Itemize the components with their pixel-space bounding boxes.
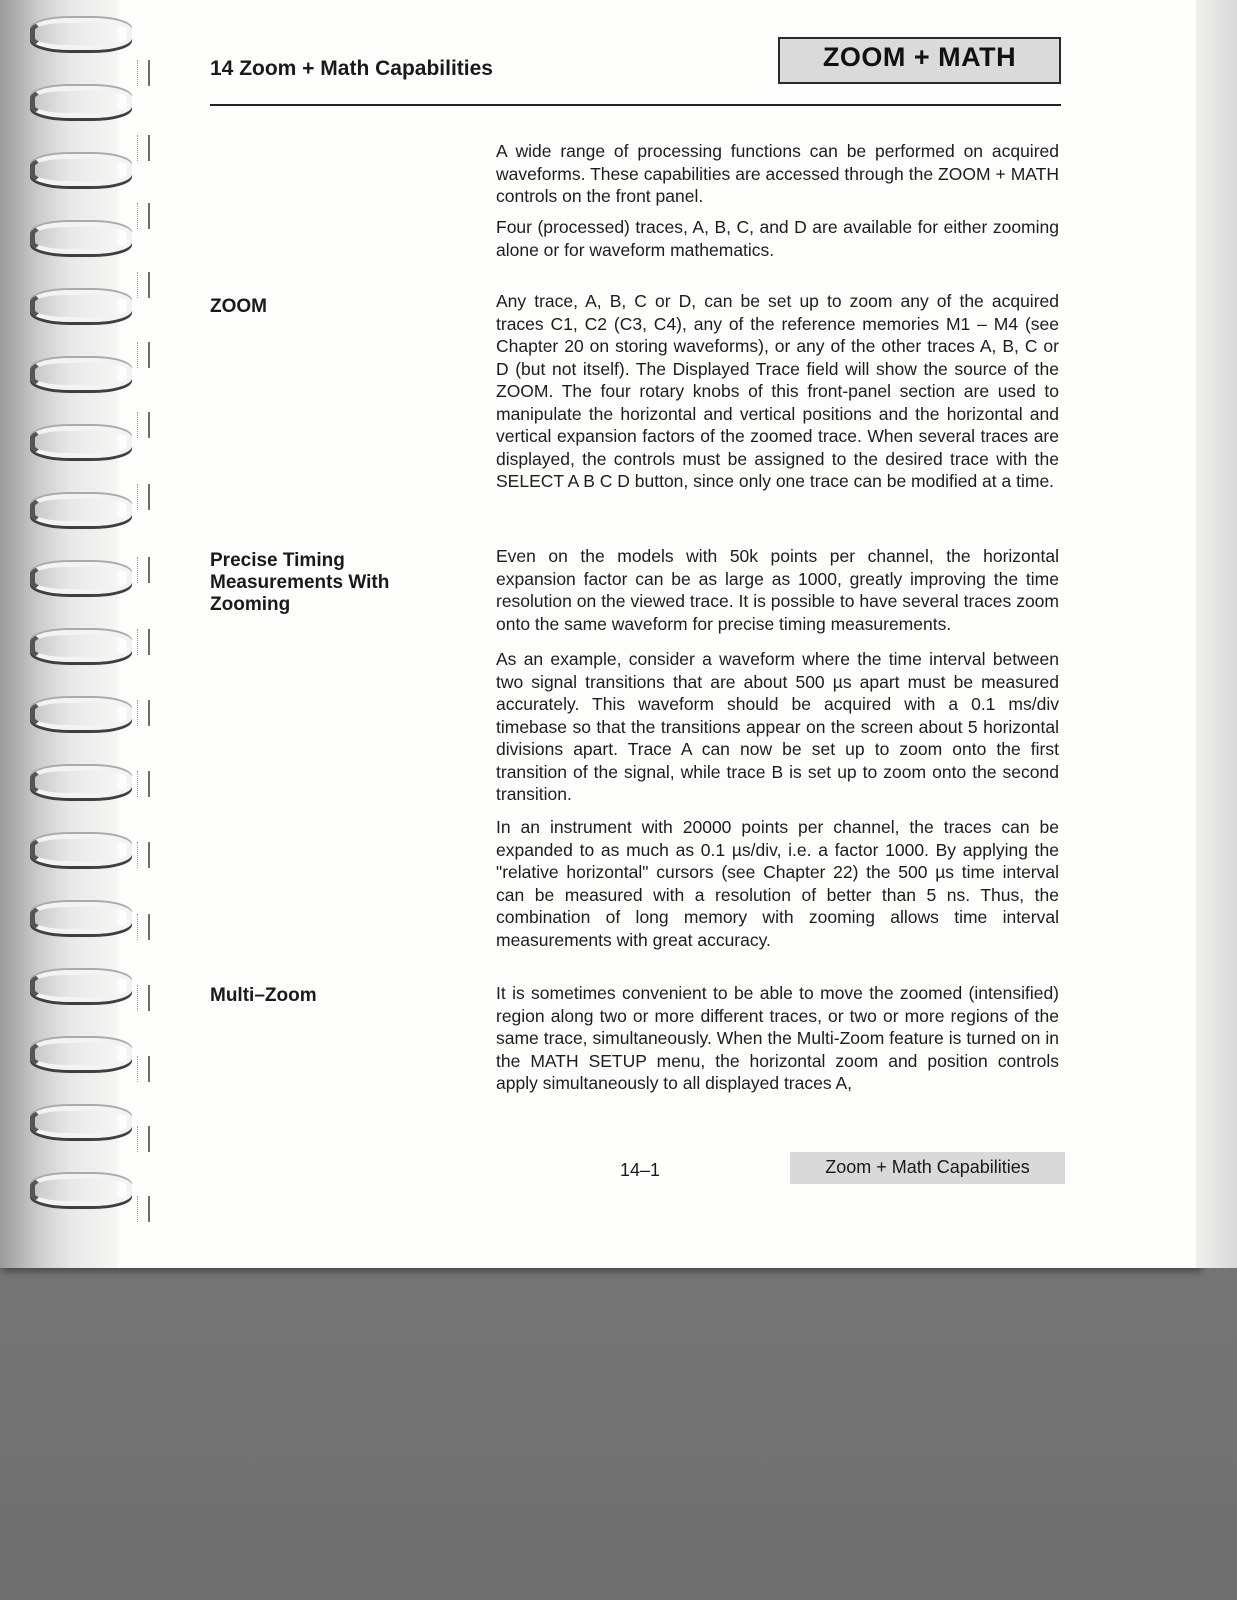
binding-ring bbox=[30, 630, 132, 662]
zoom-paragraph: Any trace, A, B, C or D, can be set up to zoom any of the acquired traces C1, C2 (C3, C4), any of the reference memories M1 – M4 (see Chapter 20 on storing waveforms), or any of the other traces A, B, C or D (but not itself). The Displayed Trace field will show the source of the ZOOM. The four rotary knobs of this front-panel section are used to manipulate the horizontal and vertical positions and the horizontal and vertical expansion factors of the zoomed trace. When several traces are displayed, the controls must be assigned to the desired trace with the SELECT A B C D button, since only one trace can be modified at a time. bbox=[496, 291, 1059, 491]
binding-ring bbox=[30, 18, 132, 50]
binding-ring bbox=[30, 562, 132, 594]
punch-hole bbox=[137, 771, 150, 797]
punch-hole bbox=[137, 1126, 150, 1152]
footer-section-label: Zoom + Math Capabilities bbox=[825, 1157, 1030, 1177]
binding-ring bbox=[30, 86, 132, 118]
punch-hole bbox=[137, 629, 150, 655]
binding-ring bbox=[30, 1038, 132, 1070]
header-rule bbox=[210, 104, 1061, 106]
precise-timing-heading: Precise Timing Measurements With Zooming bbox=[210, 550, 390, 615]
punch-hole bbox=[137, 914, 150, 940]
chapter-title: 14 Zoom + Math Capabilities bbox=[210, 57, 493, 80]
punch-hole bbox=[137, 700, 150, 726]
punch-hole bbox=[137, 135, 150, 161]
punch-hole bbox=[137, 985, 150, 1011]
binding-spine bbox=[0, 0, 118, 1268]
punch-hole bbox=[137, 842, 150, 868]
punch-hole bbox=[137, 272, 150, 298]
zoom-heading: ZOOM bbox=[210, 296, 267, 317]
precise-timing-paragraph-3: In an instrument with 20000 points per channel, the traces can be expanded to as much as 0.1 µs/div, i.e. a factor 1000. By applying the "relative horizontal" cursors (see Chapter 22) the 500 µs time interval can be measured with a resolution of better than 5 ns. Thus, the combination of long memory with zooming allows time interval measurements with great accuracy. bbox=[496, 817, 1059, 950]
binding-ring bbox=[30, 222, 132, 254]
binding-ring bbox=[30, 902, 132, 934]
binding-ring bbox=[30, 1174, 132, 1206]
punch-hole bbox=[137, 557, 150, 583]
binding-ring bbox=[30, 494, 132, 526]
punch-hole bbox=[137, 484, 150, 510]
binding-ring bbox=[30, 358, 132, 390]
precise-timing-paragraph-1: Even on the models with 50k points per channel, the horizontal expansion factor can be as large as 1000, greatly improving the time resolution on the viewed trace. It is possible to have several traces zoom onto the same waveform for precise timing measurements. bbox=[496, 546, 1059, 634]
punch-hole bbox=[137, 342, 150, 368]
precise-timing-paragraph-2: As an example, consider a waveform where the time interval between two signal transitions that are about 500 µs apart must be measured accurately. This waveform should be acquired with a 0.1 ms/div timebase so that the transitions appear on the screen about 5 horizontal divisions apart. Trace A can now be set up to zoom onto the first transition of the signal, while trace B is set up to zoom onto the second transition. bbox=[496, 649, 1059, 804]
punch-hole bbox=[137, 60, 150, 86]
page-number: 14–1 bbox=[620, 1160, 661, 1180]
binding-ring bbox=[30, 970, 132, 1002]
punch-hole bbox=[137, 203, 150, 229]
binding-ring bbox=[30, 698, 132, 730]
binding-ring bbox=[30, 1106, 132, 1138]
multi-zoom-heading: Multi–Zoom bbox=[210, 985, 317, 1006]
punch-hole bbox=[137, 1056, 150, 1082]
binding-ring bbox=[30, 290, 132, 322]
binding-ring bbox=[30, 154, 132, 186]
punch-hole bbox=[137, 1196, 150, 1222]
page-right-edge bbox=[1196, 0, 1237, 1268]
binding-ring bbox=[30, 426, 132, 458]
footer-section-label-box bbox=[790, 1152, 1065, 1184]
intro-paragraph-2: Four (processed) traces, A, B, C, and D are available for either zooming alone or for waveform mathematics. bbox=[496, 217, 1059, 260]
multi-zoom-paragraph: It is sometimes convenient to be able to move the zoomed (intensified) region along two or more different traces, or two or more regions of the same trace, simultaneously. When the Multi-Zoom feature is turned on in the MATH SETUP menu, the horizontal zoom and position controls apply simultaneously to all displayed traces A, bbox=[496, 983, 1059, 1093]
punch-hole bbox=[137, 412, 150, 438]
binding-ring bbox=[30, 834, 132, 866]
section-badge-label: ZOOM + MATH bbox=[822, 42, 1017, 72]
section-badge bbox=[778, 37, 1061, 84]
binding-ring bbox=[30, 766, 132, 798]
intro-paragraph-1: A wide range of processing functions can be performed on acquired waveforms. These capabilities are accessed through the ZOOM + MATH controls on the front panel. bbox=[496, 141, 1059, 206]
